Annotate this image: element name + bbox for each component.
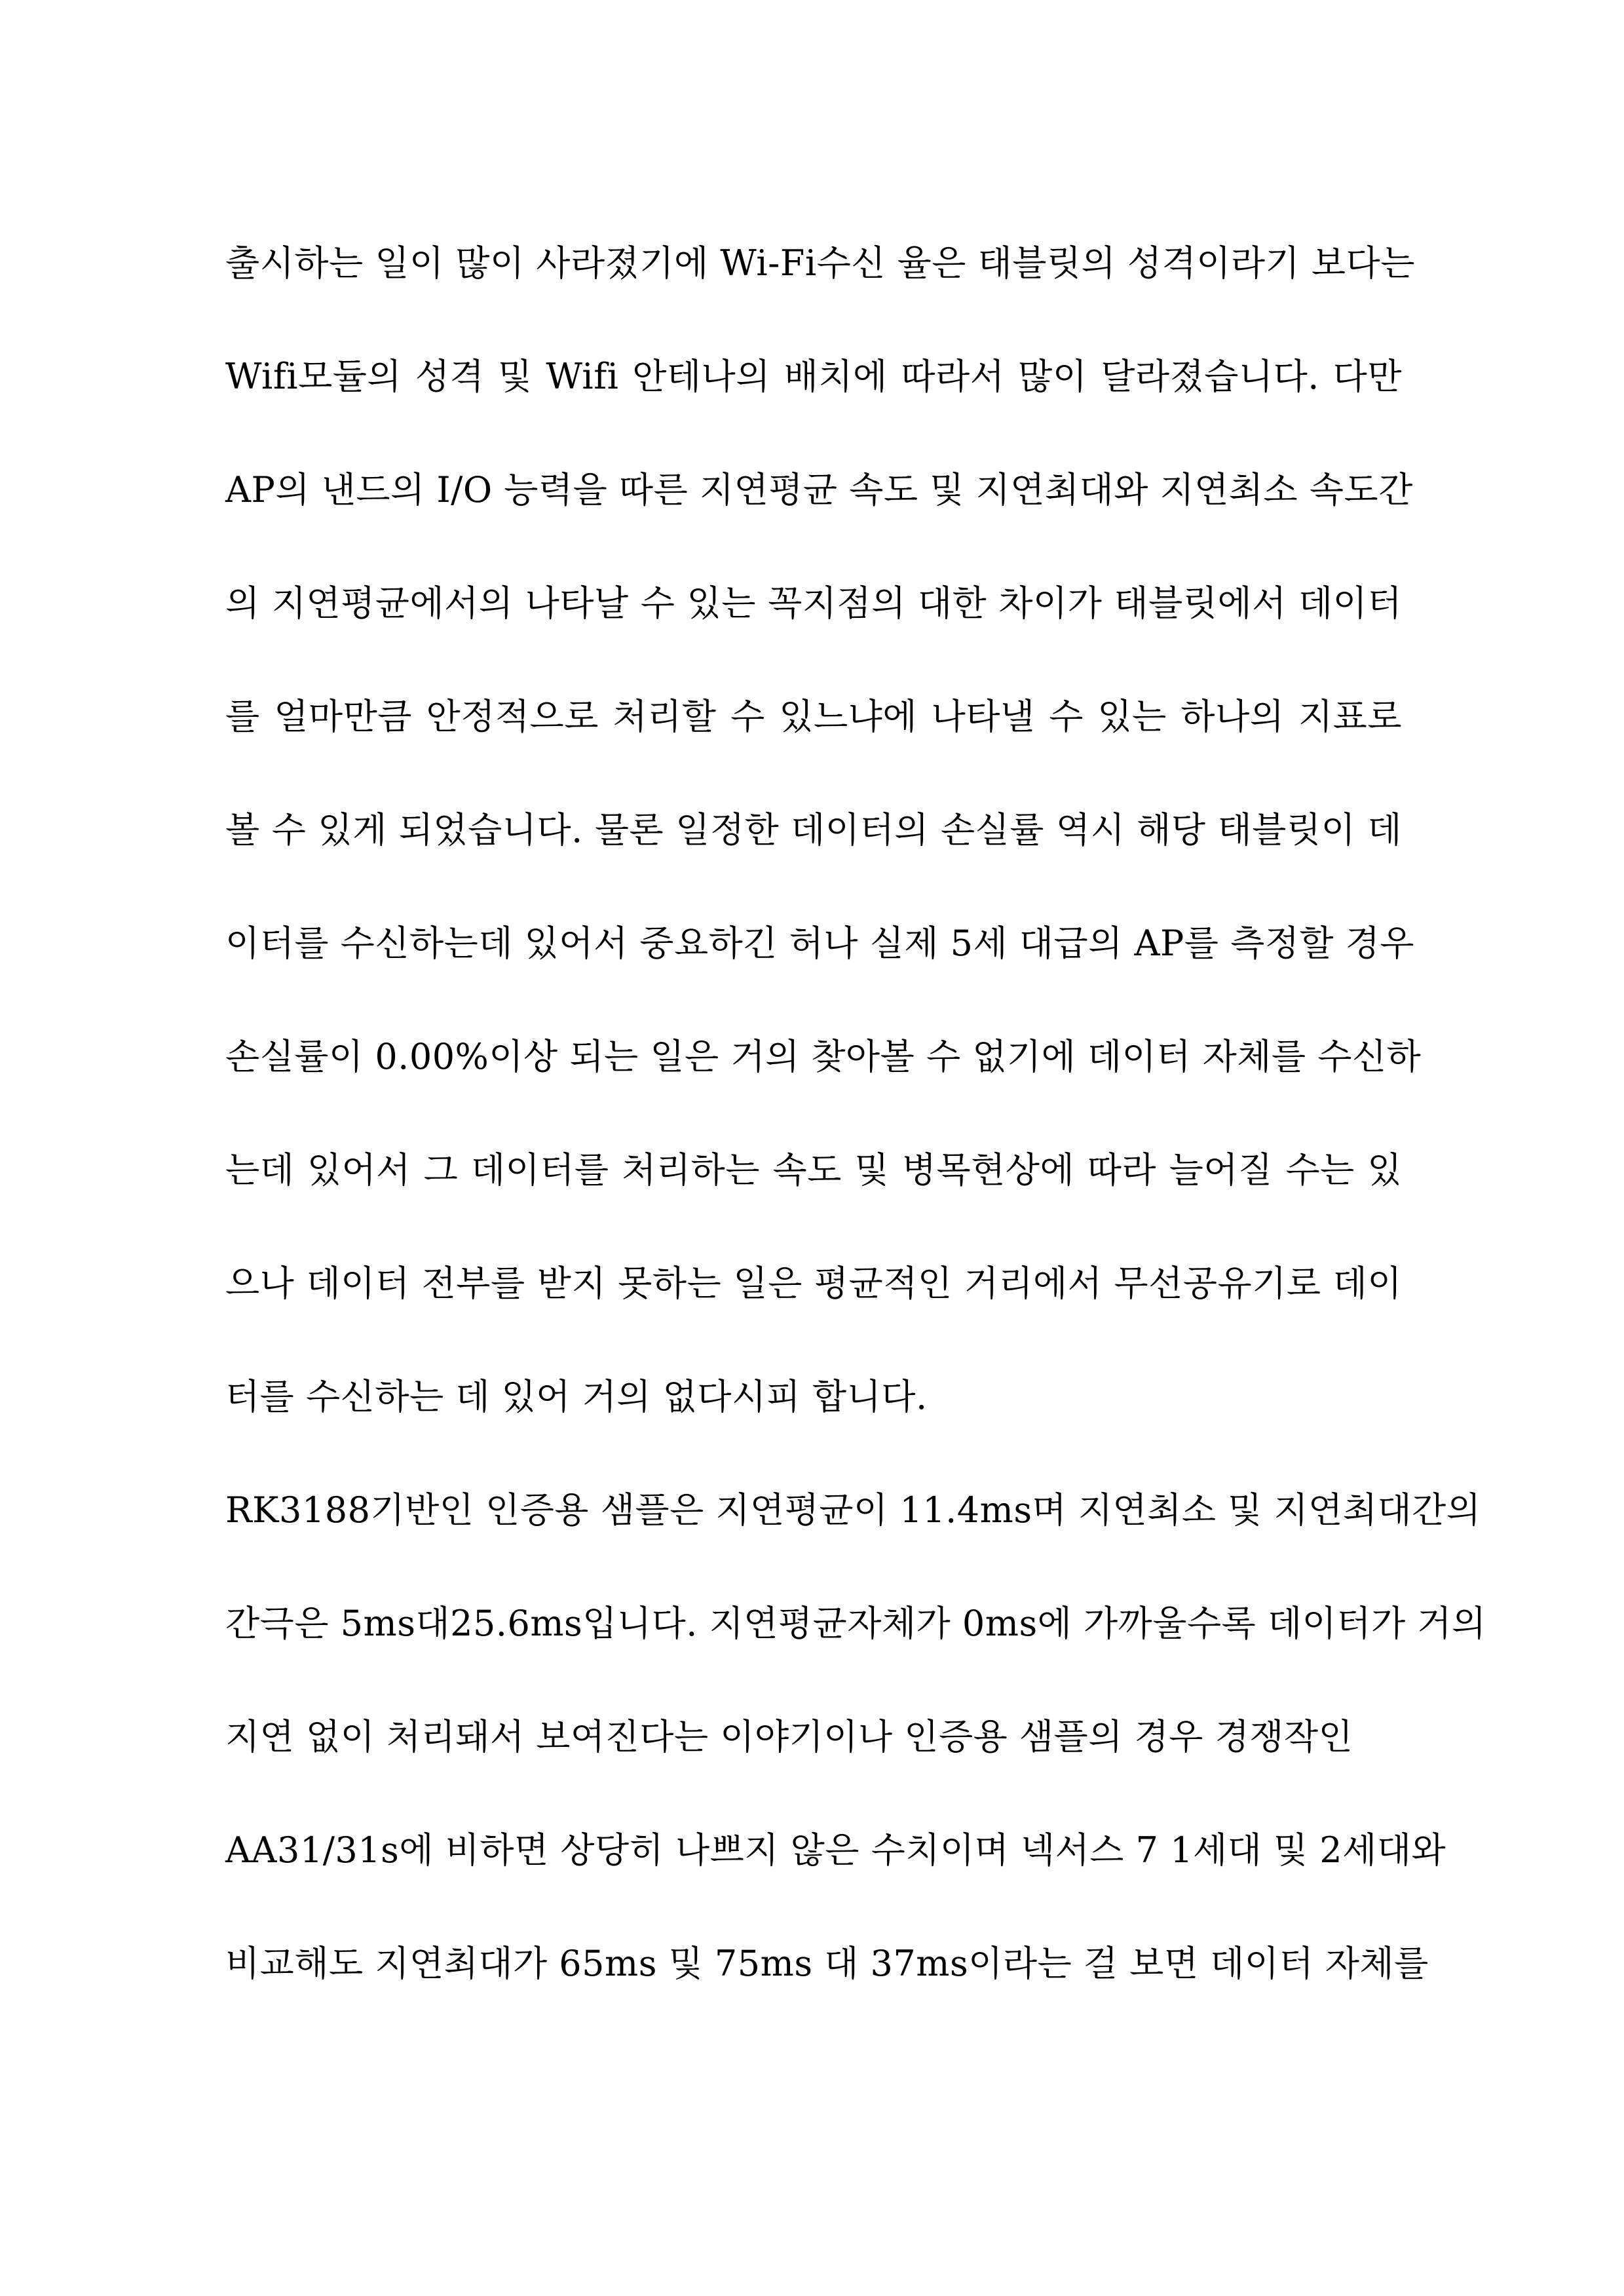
text-line: 를 얼마만큼 안정적으로 처리할 수 있느냐에 나타낼 수 있는 하나의 지표로 [225, 696, 1402, 737]
text-line: 의 지연평균에서의 나타날 수 있는 꼭지점의 대한 차이가 태블릿에서 데이터 [225, 583, 1402, 624]
text-line: 비교해도 지연최대가 65ms 및 75ms 대 37ms이라는 걸 보면 데이터 자체를 [225, 1943, 1429, 1984]
text-line: AA31/31s에 비하면 상당히 나쁘지 않은 수치이며 넥서스 7 1세대 및 2세대와 [225, 1829, 1446, 1871]
text-line: RK3188기반인 인증용 샘플은 지연평균이 11.4ms며 지연최소 및 지연최대간의 [225, 1489, 1481, 1531]
text-line: 손실률이 0.00%이상 되는 일은 거의 찾아볼 수 없기에 데이터 자체를 수신하 [225, 1036, 1422, 1077]
text-line: 으나 데이터 전부를 받지 못하는 일은 평균적인 거리에서 무선공유기로 데이 [225, 1263, 1402, 1304]
text-line: 는데 있어서 그 데이터를 처리하는 속도 및 병목현상에 따라 늘어질 수는 있 [225, 1149, 1402, 1191]
document-text-block [225, 206, 1486, 2020]
text-line: 지연 없이 처리돼서 보여진다는 이야기이나 인증용 샘플의 경우 경쟁작인 [225, 1716, 1353, 1757]
text-line: 간극은 5ms대25.6ms입니다. 지연평균자체가 0ms에 가까울수록 데이터가 거의 [225, 1603, 1486, 1644]
text-line: Wifi모듈의 성격 및 Wifi 안테나의 배치에 따라서 많이 달라졌습니다. 다만 [225, 356, 1402, 397]
text-line: 출시하는 일이 많이 사라졌기에 Wi-Fi수신 율은 태블릿의 성격이라기 보다는 [225, 242, 1415, 284]
text-line: AP의 낸드의 I/O 능력을 따른 지연평균 속도 및 지연최대와 지연최소 속도간 [225, 469, 1413, 510]
text-line: 볼 수 있게 되었습니다. 물론 일정한 데이터의 손실률 역시 해당 태블릿이 데 [225, 809, 1402, 851]
text-line: 이터를 수신하는데 있어서 중요하긴 허나 실제 5세 대급의 AP를 측정할 경우 [225, 923, 1415, 964]
text-line-paragraph-end: 터를 수신하는 데 있어 거의 없다시피 합니다. [225, 1376, 928, 1417]
